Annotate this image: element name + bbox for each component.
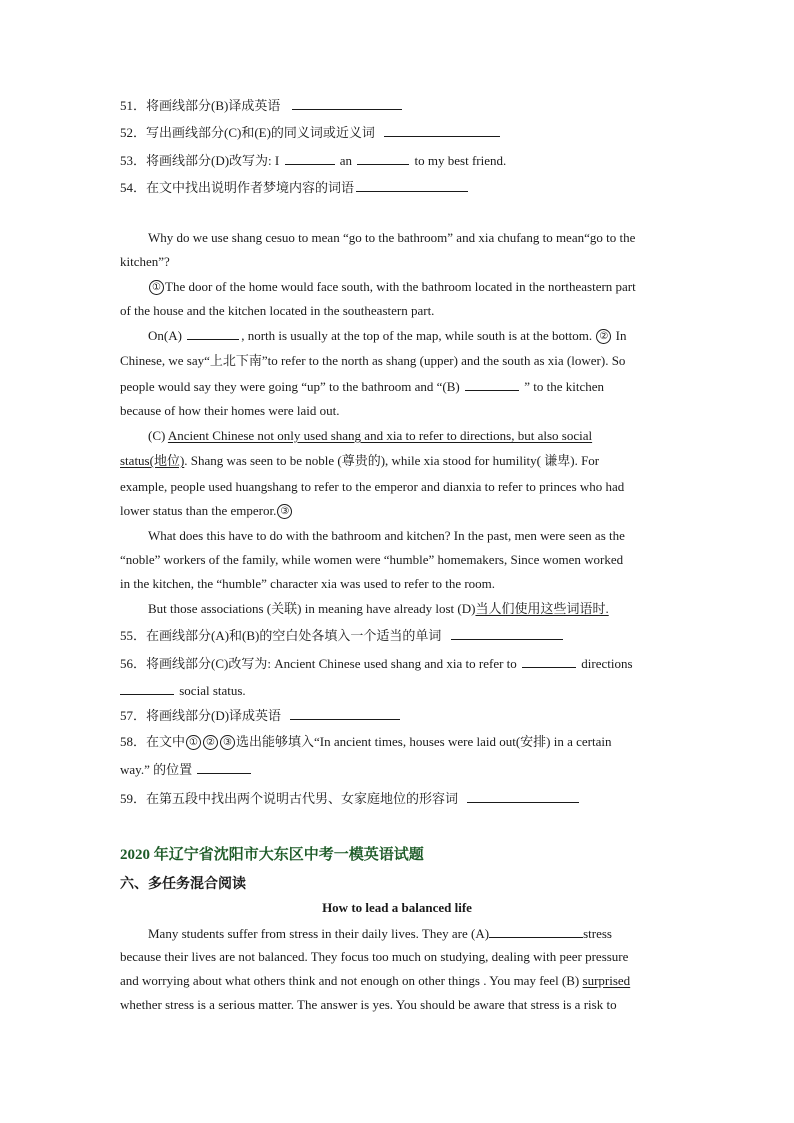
exam-line3: and worrying about what others think and not enough on other things . You may feel (B) surprised (120, 973, 631, 988)
position-marker-1: ① (149, 280, 164, 295)
question-59: 59．在第五段中找出两个说明古代男、女家庭地位的形容词 (120, 789, 581, 808)
passage-p4-line3: example, people used huangshang to refer to the emperor and dianxia to refer to princes who had (120, 479, 625, 494)
answer-blank[interactable] (356, 178, 468, 192)
passage-p1-line1: Why do we use shang cesuo to mean “go to the bathroom” and xia chufang to mean“go to the (148, 230, 636, 245)
question-53: 53．将画线部分(D)改写为: I an to my best friend. (120, 153, 507, 168)
blank-b[interactable] (465, 377, 519, 391)
passage-p6-line1: But those associations (关联) in meaning have already lost (D)当人们使用这些词语时. (148, 601, 609, 616)
exam-line4: whether stress is a serious matter. The answer is yes. You should be aware that stress is a risk to (120, 997, 617, 1012)
question-51: 51．将画线部分(B)译成英语 (120, 96, 404, 115)
answer-blank[interactable] (285, 151, 335, 165)
position-marker-2: ② (596, 329, 611, 344)
answer-blank[interactable] (451, 626, 563, 640)
marker-2: ② (203, 735, 218, 750)
question-54: 54．在文中找出说明作者梦境内容的词语 (120, 178, 470, 197)
passage-p4-line4: lower status than the emperor. ③ (120, 502, 293, 520)
passage-p2-line2: of the house and the kitchen located in the southeastern part. (120, 303, 435, 318)
question-58-line2: way.” 的位置 (120, 760, 253, 779)
question-58: 58．在文中 ① ② ③ 选出能够填入“In ancient times, houses were laid out(安排) in a certain (120, 734, 612, 749)
passage-p3-line3: people would say they were going “up” to the bathroom and “(B) ” to the kitchen (120, 379, 604, 394)
underlined-word-b: surprised (582, 973, 631, 988)
passage-p4-line1: (C) Ancient Chinese not only used shang and xia to refer to directions, but also social (148, 428, 593, 443)
passage-p3-line4: because of how their homes were laid out. (120, 403, 340, 418)
passage-p5-line1: What does this have to do with the bathroom and kitchen? In the past, men were seen as the (148, 528, 625, 543)
underlined-part-c: Ancient Chinese not only used shang and xia to refer to directions, but also social (167, 428, 593, 443)
answer-blank[interactable] (292, 96, 402, 110)
underlined-part-d: 当人们使用这些词语时. (475, 601, 609, 616)
exam-line1: Many students suffer from stress in their daily lives. They are (A) stress (148, 926, 612, 941)
question-57: 57．将画线部分(D)译成英语 (120, 706, 402, 725)
passage-p5-line3: in the kitchen, the “humble” character xia was used to refer to the room. (120, 576, 496, 591)
question-56: 56．将画线部分(C)改写为: Ancient Chinese used shang and xia to refer to directions (120, 656, 633, 671)
passage-p2-line1: ① The door of the home would face south, with the bathroom located in the northeastern part (148, 278, 636, 296)
passage-p1-line2: kitchen”? (120, 254, 170, 269)
exam-line2: because their lives are not balanced. They focus too much on studying, dealing with peer pressure (120, 949, 629, 964)
answer-blank[interactable] (197, 760, 251, 774)
passage-p3-line1: On(A) , north is usually at the top of the map, while south is at the bottom. ② In (148, 328, 627, 343)
question-56-line2: social status. (120, 681, 246, 700)
answer-blank[interactable] (384, 123, 500, 137)
passage-p3-line2: Chinese, we say“上北下南”to refer to the north as shang (upper) and the south as xia (lower). So (120, 353, 626, 368)
position-marker-3: ③ (277, 504, 292, 519)
question-52: 52．写出画线部分(C)和(E)的同义词或近义词 (120, 123, 502, 142)
answer-blank[interactable] (290, 706, 400, 720)
section-title: 六、多任务混合阅读 (120, 877, 246, 892)
answer-blank[interactable] (357, 151, 409, 165)
answer-blank[interactable] (522, 654, 576, 668)
passage-p5-line2: “noble” workers of the family, while women were “humble” homemakers, Since women worked (120, 552, 624, 567)
passage-title: How to lead a balanced life (322, 900, 472, 915)
exam-heading: 2020 年辽宁省沈阳市大东区中考一模英语试题 (120, 847, 424, 863)
marker-1: ① (186, 735, 201, 750)
passage-p4-line2: status(地位). Shang was seen to be noble (尊贵的), while xia stood for humility( 谦卑). For (120, 453, 600, 468)
underlined-part-c-cont: status(地位) (120, 453, 185, 468)
marker-3: ③ (220, 735, 235, 750)
answer-blank[interactable] (467, 789, 579, 803)
blank-a[interactable] (187, 326, 239, 340)
blank-a[interactable] (489, 924, 583, 938)
question-55: 55．在画线部分(A)和(B)的空白处各填入一个适当的单词 (120, 626, 565, 645)
answer-blank[interactable] (120, 681, 174, 695)
